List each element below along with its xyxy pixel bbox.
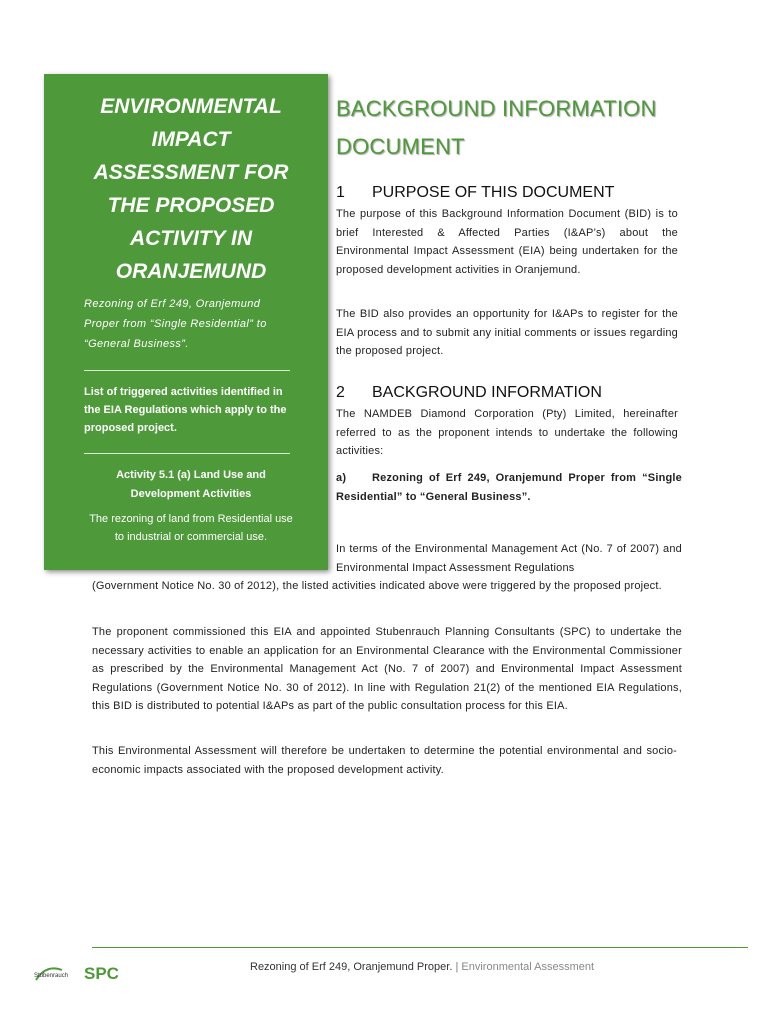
section-2-paragraph-1: The NAMDEB Diamond Corporation (Pty) Limited, hereinafter referred to as the proponent intends to undertake the following activities: <box>336 408 678 457</box>
footer-section-name: Environmental Assessment <box>461 961 595 973</box>
sidebar-subtitle: Rezoning of Erf 249, Oranjemund Proper from “Single Residential” to “General Business”. <box>84 298 267 350</box>
section-1-heading <box>336 184 614 202</box>
section-2-heading <box>336 384 602 402</box>
sidebar-title <box>84 90 298 288</box>
section-1-paragraph-2: The BID also provides an opportunity for I&APs to register for the EIA process and to submit any initial comments or issues regarding the proposed project. <box>336 308 678 357</box>
sidebar-title-line: ENVIRONMENTAL <box>100 95 282 118</box>
sidebar-divider <box>84 370 290 371</box>
section-heading-text: BACKGROUND INFORMATION <box>372 384 602 401</box>
footer-text <box>250 961 594 973</box>
list-item-marker: a) <box>336 472 347 484</box>
section-number: 2 <box>336 384 345 401</box>
document-title-line: DOCUMENT <box>336 134 465 159</box>
sidebar-title-line: ASSESSMENT FOR <box>93 161 289 184</box>
section-heading-text: PURPOSE OF THIS DOCUMENT <box>372 184 615 201</box>
section-2-paragraph-4: This Environmental Assessment will therefore be undertaken to determine the potential environmental and socio-economic impacts associated with the proposed development activity. <box>92 745 677 776</box>
section-2-paragraph-2-top: In terms of the Environmental Management Act (No. 7 of 2007) and Environmental Impact Assessment Regulations <box>336 543 682 574</box>
logo-text: SPC <box>84 964 119 983</box>
document-title-line: BACKGROUND INFORMATION <box>336 96 657 121</box>
sidebar-title-line: THE PROPOSED <box>107 194 275 217</box>
sidebar-panel <box>44 74 328 570</box>
sidebar-title-line: ORANJEMUND <box>115 260 267 283</box>
footer-divider <box>92 947 748 948</box>
activity-title: Activity 5.1 (a) Land Use and Development Activities <box>116 469 266 500</box>
logo-small-text: Stubenrauch <box>34 973 69 979</box>
activity-description: The rezoning of land from Residential use to industrial or commercial use. <box>89 513 293 543</box>
sidebar-title-line: ACTIVITY IN <box>129 227 253 250</box>
footer-document-name: Rezoning of Erf 249, Oranjemund Proper. <box>250 961 453 973</box>
section-2-paragraph-3: The proponent commissioned this EIA and appointed Stubenrauch Planning Consultants (SPC) to undertake the necessary activities to enable an application for an Environmental Clearance with the Environmental Commissioner as prescribed by the Environmental Management Act (No. 7 of 2007) and Environmental Impact Assessment Regulations (Government Notice No. 30 of 2012). In line with Regulation 21(2) of the mentioned EIA Regulations, this BID is distributed to potential I&APs as part of the public consultation process for this EIA. <box>92 626 682 712</box>
spc-logo-icon <box>32 958 132 988</box>
footer-separator: | <box>455 961 459 973</box>
section-2-paragraph-2-rest: (Government Notice No. 30 of 2012), the listed activities indicated above were triggered by the proposed project. <box>92 580 662 592</box>
document-title <box>336 90 696 166</box>
sidebar-divider-2 <box>84 453 290 454</box>
list-item-text: Rezoning of Erf 249, Oranjemund Proper from “Single Residential” to “General Business”. <box>336 472 682 503</box>
triggered-activities-heading: List of triggered activities identified in the EIA Regulations which apply to the proposed project. <box>84 386 287 434</box>
section-1-paragraph-1: The purpose of this Background Information Document (BID) is to brief Interested & Affected Parties (I&AP’s) about the Environmental Impact Assessment (EIA) being undertaken for the proposed development activities in Oranjemund. <box>336 208 678 276</box>
sidebar-title-line: IMPACT <box>151 128 231 151</box>
section-number: 1 <box>336 184 345 201</box>
